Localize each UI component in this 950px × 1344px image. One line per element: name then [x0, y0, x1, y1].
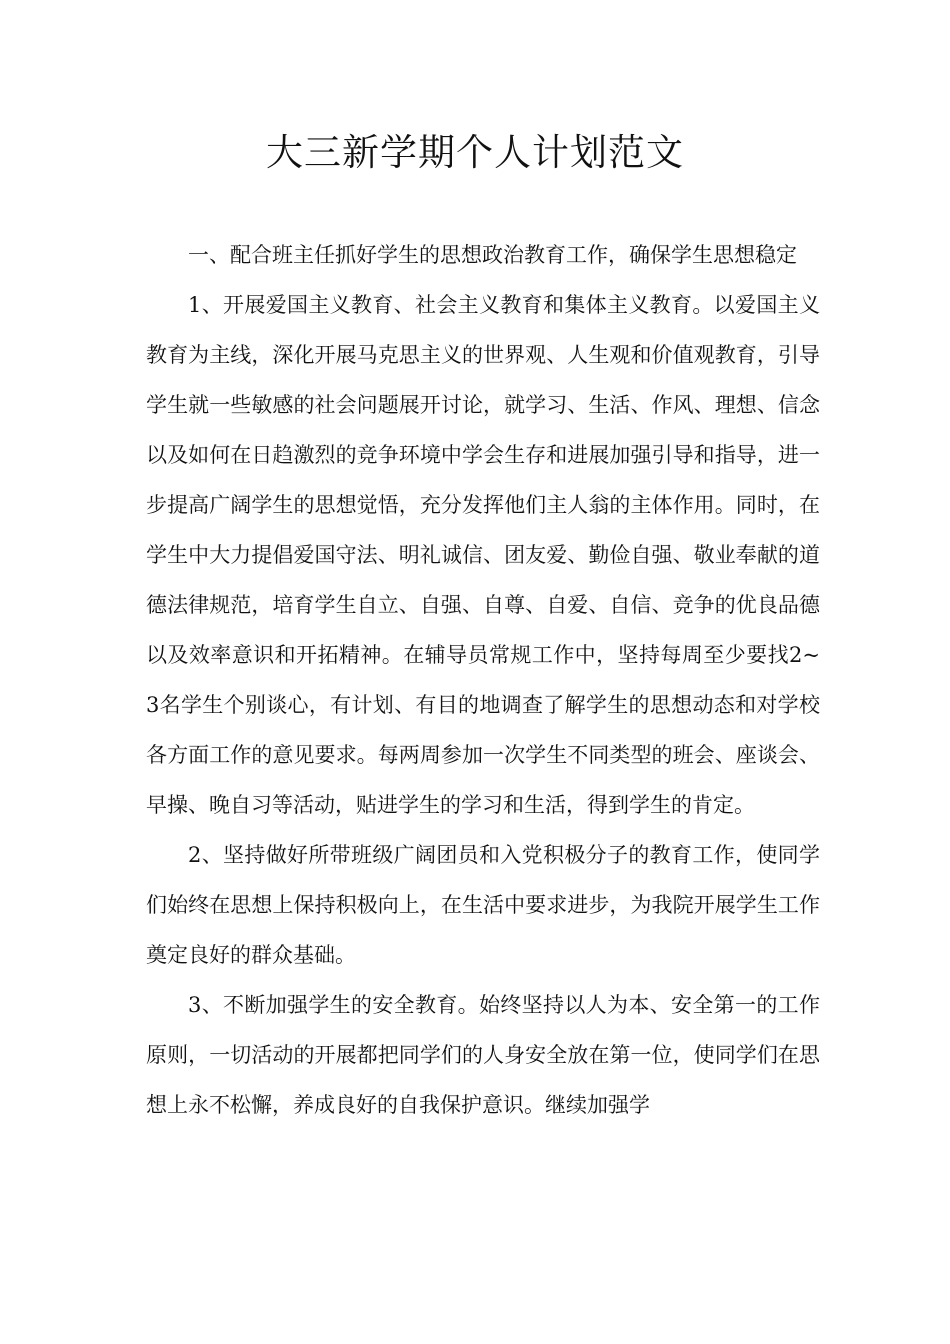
paragraph-item-3: 3、不断加强学生的安全教育。始终坚持以人为本、安全第一的工作原则，一切活动的开展都把同学们的人身安全放在第一位，使同学们在思想上永不松懈，养成良好的自我保护意识。继续加强学 [146, 993, 820, 1117]
section-heading-1: 一、配合班主任抓好学生的思想政治教育工作，确保学生思想稳定 [188, 243, 797, 267]
paragraph-item-2: 2、坚持做好所带班级广阔团员和入党积极分子的教育工作，使同学们始终在思想上保持积极向上，在生活中要求进步，为我院开展学生工作奠定良好的群众基础。 [146, 843, 820, 967]
document-body [146, 230, 820, 1130]
paragraph-item-1: 1、开展爱国主义教育、社会主义教育和集体主义教育。以爱国主义教育为主线，深化开展马克思主义的世界观、人生观和价值观教育，引导学生就一些敏感的社会问题展开讨论，就学习、生活、作风、理想、信念以及如何在日趋激烈的竞争环境中学会生存和进展加强引导和指导，进一步提高广阔学生的思想觉悟，充分发挥他们主人翁的主体作用。同时，在学生中大力提倡爱国守法、明礼诚信、团友爱、勤俭自强、敬业奉献的道德法律规范，培育学生自立、自强、自尊、自爱、自信、竞争的优良品德以及效率意识和开拓精神。在辅导员常规工作中，坚持每周至少要找2~3名学生个别谈心，有计划、有目的地调查了解学生的思想动态和对学校各方面工作的意见要求。每两周参加一次学生不同类型的班会、座谈会、早操、晚自习等活动，贴进学生的学习和生活，得到学生的肯定。 [146, 293, 820, 817]
document-title: 大三新学期个人计划范文 [266, 131, 684, 174]
